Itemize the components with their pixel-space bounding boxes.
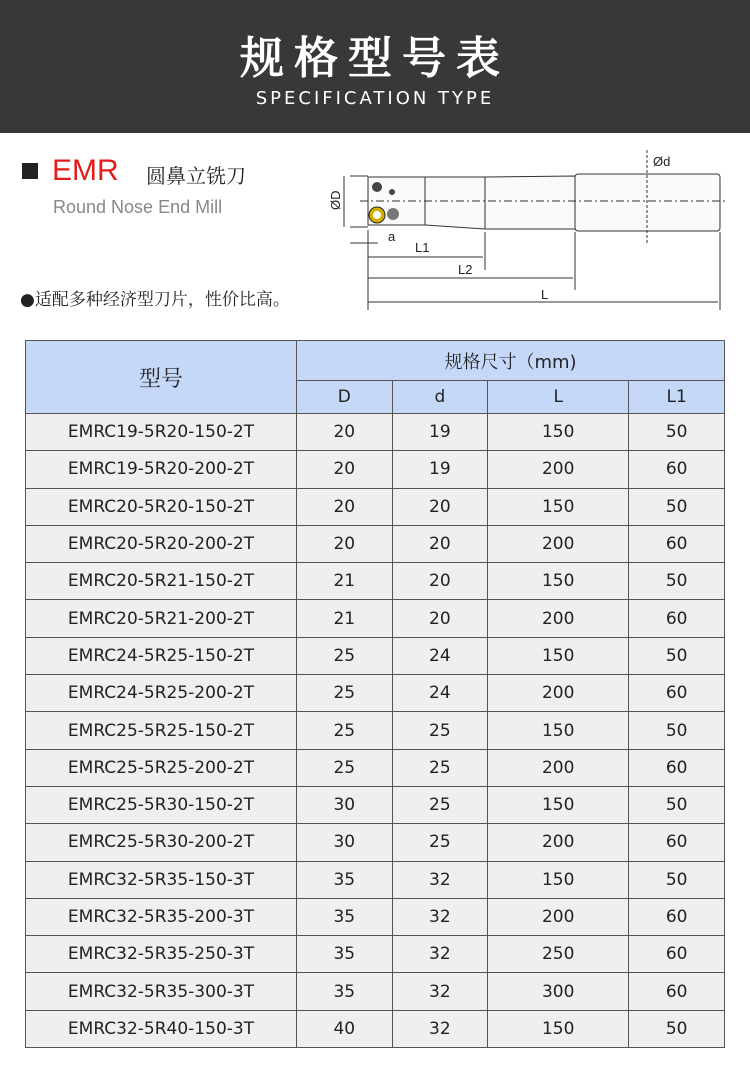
spec-cell: 200 (488, 749, 629, 786)
model-cell: EMRC20-5R21-200-2T (26, 600, 297, 637)
spec-cell: 60 (629, 898, 725, 935)
table-row (26, 563, 725, 600)
spec-cell: 150 (488, 786, 629, 823)
spec-cell: 150 (488, 488, 629, 525)
spec-cell: 50 (629, 414, 725, 451)
model-cell: EMRC25-5R25-150-2T (26, 712, 297, 749)
spec-cell: 150 (488, 563, 629, 600)
spec-cell: 200 (488, 675, 629, 712)
spec-cell: 25 (392, 712, 488, 749)
spec-cell: 20 (297, 525, 393, 562)
spec-cell: 20 (392, 563, 488, 600)
spec-cell: 50 (629, 488, 725, 525)
spec-cell: 150 (488, 414, 629, 451)
spec-cell: 25 (392, 749, 488, 786)
spec-cell: 150 (488, 1010, 629, 1047)
table-row (26, 525, 725, 562)
spec-cell: 25 (392, 786, 488, 823)
spec-cell: 20 (297, 414, 393, 451)
spec-cell: 200 (488, 600, 629, 637)
diameter-d-label: Ød (653, 154, 671, 169)
table-row (26, 675, 725, 712)
spec-cell: 200 (488, 451, 629, 488)
table-row (26, 861, 725, 898)
table-row (26, 488, 725, 525)
spec-cell: 60 (629, 936, 725, 973)
spec-cell: 24 (392, 637, 488, 674)
table-row (26, 973, 725, 1010)
model-cell: EMRC32-5R35-300-3T (26, 973, 297, 1010)
spec-cell: 30 (297, 786, 393, 823)
feature-text: ●适配多种经济型刀片，性价比高。 (20, 290, 290, 310)
spec-cell: 150 (488, 712, 629, 749)
spec-cell: 200 (488, 824, 629, 861)
spec-cell: 60 (629, 675, 725, 712)
table-row (26, 451, 725, 488)
spec-cell: 25 (297, 749, 393, 786)
spec-cell: 50 (629, 712, 725, 749)
model-cell: EMRC24-5R25-150-2T (26, 637, 297, 674)
diameter-D-label: ØD (328, 190, 343, 210)
table-row (26, 786, 725, 823)
model-cell: EMRC24-5R25-200-2T (26, 675, 297, 712)
spec-cell: 60 (629, 451, 725, 488)
table-row (26, 637, 725, 674)
column-header-l: L (488, 381, 629, 414)
spec-cell: 200 (488, 898, 629, 935)
spec-cell: 35 (297, 861, 393, 898)
spec-cell: 35 (297, 898, 393, 935)
spec-cell: 150 (488, 861, 629, 898)
spec-cell: 50 (629, 861, 725, 898)
spec-cell: 50 (629, 786, 725, 823)
spec-cell: 21 (297, 563, 393, 600)
square-bullet-icon (22, 163, 38, 179)
product-code: EMR (52, 154, 119, 187)
spec-cell: 60 (629, 525, 725, 562)
spec-cell: 25 (297, 637, 393, 674)
spec-cell: 21 (297, 600, 393, 637)
page-subtitle: SPECIFICATION TYPE (255, 88, 495, 109)
model-cell: EMRC20-5R21-150-2T (26, 563, 297, 600)
table-row (26, 749, 725, 786)
product-name-cn: 圆鼻立铣刀 (146, 164, 246, 188)
spec-cell: 32 (392, 898, 488, 935)
L2-label: L2 (458, 262, 473, 277)
model-cell: EMRC19-5R20-200-2T (26, 451, 297, 488)
spec-cell: 25 (297, 675, 393, 712)
table-row (26, 824, 725, 861)
model-cell: EMRC25-5R30-150-2T (26, 786, 297, 823)
model-header: 型号 (26, 341, 297, 414)
model-cell: EMRC25-5R30-200-2T (26, 824, 297, 861)
column-header-d: d (392, 381, 488, 414)
table-row (26, 414, 725, 451)
spec-cell: 25 (297, 712, 393, 749)
spec-cell: 19 (392, 451, 488, 488)
L1-label: L1 (415, 240, 430, 255)
model-cell: EMRC32-5R35-250-3T (26, 936, 297, 973)
spec-cell: 25 (392, 824, 488, 861)
spec-cell: 32 (392, 861, 488, 898)
spec-cell: 35 (297, 936, 393, 973)
column-header-d: D (297, 381, 393, 414)
spec-cell: 250 (488, 936, 629, 973)
spec-cell: 50 (629, 637, 725, 674)
model-cell: EMRC25-5R25-200-2T (26, 749, 297, 786)
table-row (26, 1010, 725, 1047)
spec-cell: 60 (629, 600, 725, 637)
spec-cell: 150 (488, 637, 629, 674)
spec-cell: 20 (392, 600, 488, 637)
model-cell: EMRC32-5R35-150-3T (26, 861, 297, 898)
spec-cell: 200 (488, 525, 629, 562)
model-cell: EMRC32-5R35-200-3T (26, 898, 297, 935)
tool-diagram (320, 140, 730, 320)
table-row (26, 712, 725, 749)
spec-cell: 20 (297, 451, 393, 488)
table-row (26, 936, 725, 973)
page-title: 规格型号表 (240, 33, 510, 84)
table-row (26, 600, 725, 637)
model-cell: EMRC20-5R20-200-2T (26, 525, 297, 562)
spec-cell: 30 (297, 824, 393, 861)
spec-cell: 35 (297, 973, 393, 1010)
column-header-l1: L1 (629, 381, 725, 414)
spec-cell: 24 (392, 675, 488, 712)
spec-cell: 60 (629, 973, 725, 1010)
L-label: L (541, 287, 549, 302)
spec-cell: 20 (392, 488, 488, 525)
a-label: a (388, 229, 396, 244)
model-cell: EMRC20-5R20-150-2T (26, 488, 297, 525)
header-banner (0, 0, 750, 133)
spec-cell: 20 (392, 525, 488, 562)
product-name-en: Round Nose End Mill (53, 197, 223, 217)
spec-cell: 32 (392, 936, 488, 973)
spec-cell: 19 (392, 414, 488, 451)
spec-cell: 60 (629, 824, 725, 861)
spec-header: 规格尺寸（mm) (297, 341, 725, 381)
spec-cell: 300 (488, 973, 629, 1010)
spec-cell: 50 (629, 1010, 725, 1047)
table-row (26, 898, 725, 935)
spec-cell: 50 (629, 563, 725, 600)
spec-cell: 20 (297, 488, 393, 525)
spec-cell: 32 (392, 973, 488, 1010)
spec-cell: 32 (392, 1010, 488, 1047)
model-cell: EMRC19-5R20-150-2T (26, 414, 297, 451)
spec-table (25, 340, 725, 1048)
model-cell: EMRC32-5R40-150-3T (26, 1010, 297, 1047)
spec-cell: 60 (629, 749, 725, 786)
spec-cell: 40 (297, 1010, 393, 1047)
